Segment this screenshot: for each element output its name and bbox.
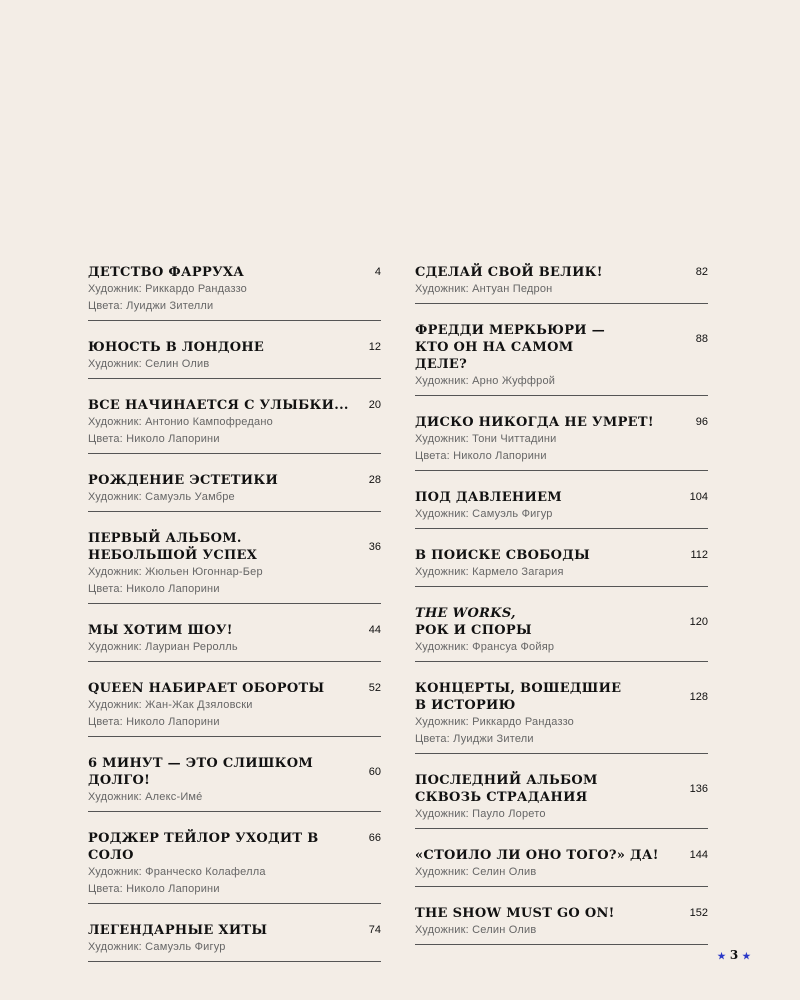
credit-line: Художник: Риккардо Рандаззо: [88, 283, 248, 295]
toc-right-column: [415, 258, 708, 945]
chapter-title: РОК И СПОРЫ: [415, 623, 532, 638]
chapter-title: ЛЕГЕНДАРНЫЕ ХИТЫ: [88, 923, 268, 938]
credit-line: Художник: Селин Олив: [415, 866, 537, 878]
chapter-title: 6 МИНУТ — ЭТО СЛИШКОМ ДОЛГО!: [88, 756, 314, 788]
chapter-title: QUEEN НАБИРАЕТ ОБОРОТЫ: [88, 681, 325, 696]
credit-line: Художник: Франсуа Фойяр: [415, 641, 555, 653]
chapter-title: РОДЖЕР ТЕЙЛОР УХОДИТ В СОЛО: [88, 831, 319, 863]
toc-entry[interactable]: [88, 321, 381, 379]
chapter-title: THE SHOW MUST GO ON!: [415, 906, 615, 921]
chapter-title: ПОД ДАВЛЕНИЕМ: [415, 490, 562, 505]
page-number: 20: [368, 399, 381, 411]
chapter-title: ПОСЛЕДНИЙ АЛЬБОМ СКВОЗЬ СТРАДАНИЯ: [415, 773, 598, 805]
credit-line: Цвета: Николо Лапорини: [415, 450, 547, 462]
credit-line: Художник: Кармело Загария: [415, 566, 564, 578]
toc-entry[interactable]: [415, 471, 708, 529]
credit-line: Художник: Жюльен Югоннар-Бер: [88, 566, 263, 578]
credit-line: Художник: Селин Олив: [415, 924, 537, 936]
chapter-title: ФРЕДДИ МЕРКЬЮРИ — КТО ОН НА САМОМ ДЕЛЕ?: [415, 323, 605, 372]
toc-entry[interactable]: [88, 662, 381, 737]
toc-entry[interactable]: [415, 396, 708, 471]
credit-line: Цвета: Николо Лапорини: [88, 883, 220, 895]
page-number: 52: [368, 682, 381, 694]
credit-line: Художник: Лауриан Реролль: [88, 641, 238, 653]
page-number: 12: [368, 341, 381, 353]
folio-number: 3: [729, 948, 739, 962]
toc-entry[interactable]: [415, 304, 708, 396]
credit-line: Художник: Алекс-Имé: [88, 791, 203, 803]
toc-entry[interactable]: [88, 812, 381, 904]
toc-entry[interactable]: [415, 258, 708, 304]
chapter-title: МЫ ХОТИМ ШОУ!: [88, 623, 233, 638]
toc-entry[interactable]: [88, 904, 381, 962]
credit-line: Художник: Антонио Кампофредано: [88, 416, 273, 428]
page-number: 60: [368, 766, 381, 778]
toc-entry[interactable]: [415, 887, 708, 945]
credit-line: Художник: Франческо Колафелла: [88, 866, 266, 878]
credit-line: Художник: Селин Олив: [88, 358, 210, 370]
toc-left-column: [88, 258, 381, 962]
chapter-title: СДЕЛАЙ СВОЙ ВЕЛИК!: [415, 265, 603, 280]
chapter-title: ЮНОСТЬ В ЛОНДОНЕ: [88, 340, 265, 355]
chapter-title: КОНЦЕРТЫ, ВОШЕДШИЕ В ИСТОРИЮ: [415, 681, 622, 713]
credit-line: Художник: Пауло Лорето: [415, 808, 546, 820]
page-number: 66: [368, 832, 381, 844]
credit-line: Художник: Самуэль Уамбре: [88, 491, 235, 503]
page-number: 28: [368, 474, 381, 486]
chapter-title: РОЖДЕНИЕ ЭСТЕТИКИ: [88, 473, 279, 488]
page-number: 104: [689, 491, 708, 503]
credit-line: Цвета: Николо Лапорини: [88, 583, 220, 595]
toc-entry[interactable]: [415, 587, 708, 662]
page-number: 74: [368, 924, 381, 936]
page-number: 36: [368, 541, 381, 553]
credit-line: Художник: Самуэль Фигур: [415, 508, 553, 520]
toc-entry[interactable]: [88, 737, 381, 812]
credit-line: Цвета: Николо Лапорини: [88, 433, 220, 445]
page-number: 152: [689, 907, 708, 919]
credit-line: Цвета: Луиджи Зителли: [88, 300, 214, 312]
page-folio: [716, 948, 752, 962]
star-icon: ★: [742, 952, 751, 962]
page-number: 144: [689, 849, 708, 861]
chapter-title: ПЕРВЫЙ АЛЬБОМ. НЕБОЛЬШОЙ УСПЕХ: [88, 531, 258, 563]
chapter-title: ДИСКО НИКОГДА НЕ УМРЕТ!: [415, 415, 654, 430]
credit-line: Художник: Самуэль Фигур: [88, 941, 226, 953]
chapter-title-italic: THE WORKS,: [415, 606, 516, 621]
star-icon: ★: [717, 952, 726, 962]
page-number: 112: [690, 549, 708, 561]
page-number: 82: [695, 266, 708, 278]
credit-line: Художник: Риккардо Рандаззо: [415, 716, 575, 728]
toc-entry[interactable]: [88, 258, 381, 321]
toc-entry[interactable]: [88, 454, 381, 512]
toc-entry[interactable]: [88, 604, 381, 662]
toc-entry[interactable]: [415, 662, 708, 754]
credit-line: Цвета: Луиджи Зители: [415, 733, 534, 745]
credit-line: Художник: Тони Читтадини: [415, 433, 557, 445]
credit-line: Цвета: Николо Лапорини: [88, 716, 220, 728]
page-number: 120: [689, 616, 708, 628]
page-number: 136: [689, 783, 708, 795]
toc-entry[interactable]: [415, 754, 708, 829]
page-number: 88: [695, 333, 708, 345]
chapter-title: ДЕТСТВО ФАРРУХА: [88, 265, 245, 280]
toc-entry[interactable]: [88, 512, 381, 604]
credit-line: Художник: Арно Жуффрой: [415, 375, 556, 387]
page-number: 96: [695, 416, 708, 428]
page-number: 4: [374, 266, 381, 278]
toc-entry[interactable]: [415, 529, 708, 587]
toc-entry[interactable]: [415, 829, 708, 887]
chapter-title: ВСЕ НАЧИНАЕТСЯ С УЛЫБКИ...: [88, 398, 349, 413]
credit-line: Художник: Антуан Педрон: [415, 283, 553, 295]
chapter-title: «СТОИЛО ЛИ ОНО ТОГО?» ДА!: [415, 848, 659, 863]
chapter-title: В ПОИСКЕ СВОБОДЫ: [415, 548, 591, 563]
page-number: 128: [689, 691, 708, 703]
credit-line: Художник: Жан-Жак Дзяловски: [88, 699, 253, 711]
page-number: 44: [368, 624, 381, 636]
toc-entry[interactable]: [88, 379, 381, 454]
